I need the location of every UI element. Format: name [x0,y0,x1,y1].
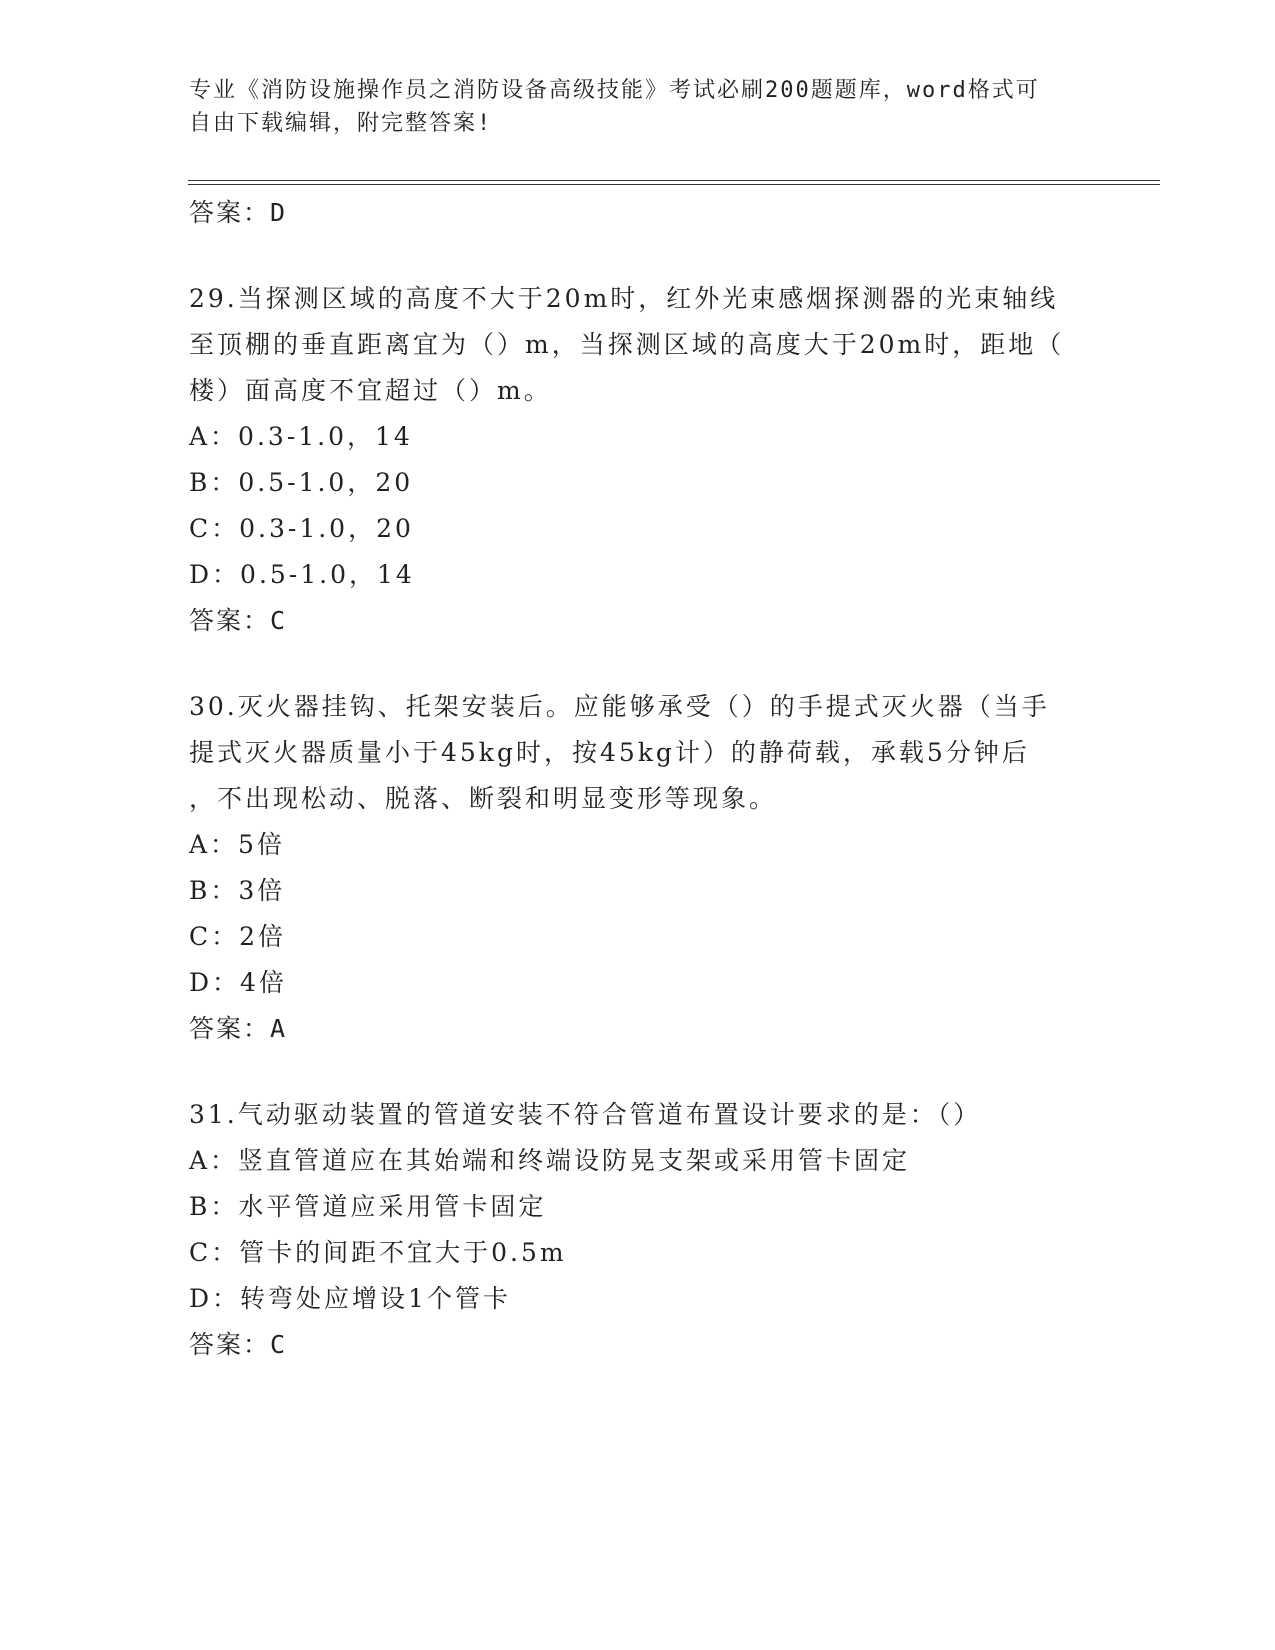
document-header [189,74,1089,140]
option-d: D：4倍 [189,968,287,997]
option-b: B：3倍 [189,876,286,905]
question-line: 30.灭火器挂钩、托架安装后。应能够承受（）的手提式灭火器（当手 [189,692,1050,721]
header-line-1: 专业《消防设施操作员之消防设备高级技能》考试必刷200题题库，word格式可 [189,78,1040,103]
question-text [189,684,1089,822]
question-text [189,1092,1089,1138]
answer: 答案：C [189,1330,288,1359]
question-line: 29.当探测区域的高度不大于20m时，红外光束感烟探测器的光束轴线 [189,284,1059,313]
option-b: B：水平管道应采用管卡固定 [189,1192,547,1221]
header-divider-top [188,180,1160,181]
question-29 [189,276,1089,644]
question-31 [189,1092,1089,1368]
option-d: D：转弯处应增设1个管卡 [189,1284,511,1313]
option-b: B：0.5-1.0，20 [189,468,414,497]
question-line: 31.气动驱动装置的管道安装不符合管道布置设计要求的是：（） [189,1100,982,1129]
question-line: 提式灭火器质量小于45kg时，按45kg计）的静荷载，承载5分钟后 [189,738,1030,767]
option-a: A：竖直管道应在其始端和终端设防晃支架或采用管卡固定 [189,1146,911,1175]
header-line-2: 自由下载编辑，附完整答案! [189,111,493,136]
option-c: C：2倍 [189,922,287,951]
question-30 [189,684,1089,1052]
document-body [189,190,1089,1368]
answer: 答案：C [189,606,288,635]
option-c: C：0.3-1.0，20 [189,514,414,543]
option-d: D：0.5-1.0，14 [189,560,415,589]
previous-answer: 答案：D [189,198,288,227]
question-line: 至顶棚的垂直距离宜为（）m，当探测区域的高度大于20m时，距地（ [189,330,1065,359]
header-divider-bottom [188,184,1160,185]
option-a: A：0.3-1.0，14 [189,422,413,451]
option-c: C：管卡的间距不宜大于0.5m [189,1238,567,1267]
answer: 答案：A [189,1014,288,1043]
option-a: A：5倍 [189,830,285,859]
question-line: 楼）面高度不宜超过（）m。 [189,376,552,405]
question-text [189,276,1089,414]
question-line: ，不出现松动、脱落、断裂和明显变形等现象。 [189,784,778,813]
